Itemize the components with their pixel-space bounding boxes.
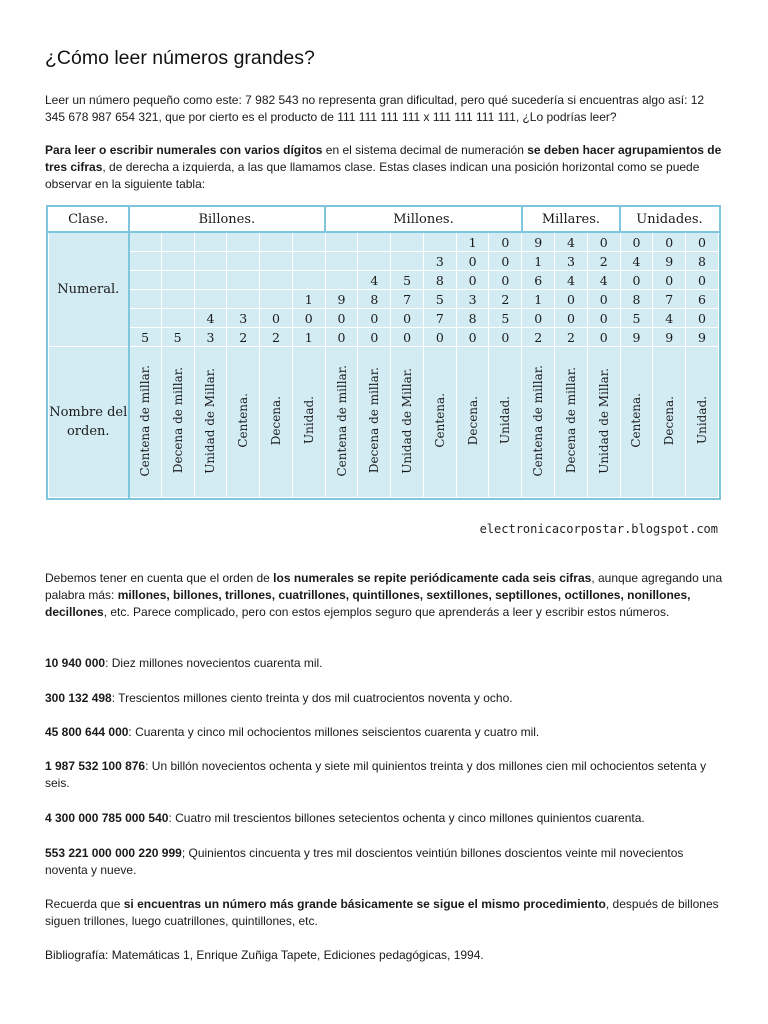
bold-text: si encuentras un número más grande básicamente se sigue el mismo procedimiento	[123, 897, 606, 911]
digit-cell	[358, 232, 391, 252]
digit-cell	[292, 232, 325, 252]
digit-cell: 8	[686, 252, 719, 271]
digit-cell: 0	[358, 328, 391, 347]
reminder-paragraph	[45, 896, 725, 930]
digit-cell	[161, 232, 194, 252]
digit-cell: 0	[653, 232, 686, 252]
digit-cell: 1	[292, 290, 325, 309]
example-item	[45, 655, 725, 672]
digit-cell: 0	[358, 309, 391, 328]
intro-paragraph: Leer un número pequeño como este: 7 982 543 no representa gran dificultad, pero qué sucedería si encuentras algo así: 12 345 678 987 654 321, que por cierto es el producto de 111 111 111 111 x 111 111 111 111, ¿Lo podrías leer?	[45, 93, 705, 124]
plain-text: , de derecha a izquierda, a las que llamamos clase. Estas clases indican una posición horizontal como se puede observar en la siguiente tabla:	[45, 160, 700, 191]
example-item	[45, 758, 725, 792]
digit-cell	[161, 271, 194, 290]
order-name-cell	[456, 347, 489, 498]
digit-cell	[292, 271, 325, 290]
order-name: Unidad de Millar.	[596, 367, 611, 474]
digit-cell: 6	[522, 271, 555, 290]
digit-cell: 0	[653, 271, 686, 290]
class-header-row	[49, 208, 719, 233]
digit-cell: 2	[489, 290, 522, 309]
order-name-cell	[555, 347, 588, 498]
watermark: electronicacorpostar.blogspot.com	[479, 522, 718, 536]
numeral-row	[49, 252, 719, 271]
digit-cell: 8	[456, 309, 489, 328]
order-name: Decena de millar.	[367, 367, 382, 474]
example-item	[45, 724, 725, 741]
numeral-table	[48, 207, 719, 498]
example-reading: : Trescientos millones ciento treinta y dos mil cuatrocientos noventa y ocho.	[111, 691, 513, 705]
digit-cell: 8	[423, 271, 456, 290]
order-name: Centena de millar.	[334, 364, 349, 477]
digit-cell: 3	[555, 252, 588, 271]
digit-cell: 4	[358, 271, 391, 290]
digit-cell: 0	[587, 328, 620, 347]
example-item	[45, 845, 725, 879]
bold-text: los numerales se repite periódicamente cada seis cifras	[273, 571, 592, 585]
digit-cell: 1	[522, 252, 555, 271]
digit-cell	[227, 271, 260, 290]
order-name-cell	[423, 347, 456, 498]
numeral-row	[49, 271, 719, 290]
digit-cell	[161, 309, 194, 328]
order-name-cell	[227, 347, 260, 498]
digit-cell: 2	[555, 328, 588, 347]
digit-cell: 1	[522, 290, 555, 309]
order-name: Unidad.	[301, 396, 316, 445]
digit-cell: 0	[391, 309, 424, 328]
digit-cell	[129, 309, 162, 328]
digit-cell: 9	[686, 328, 719, 347]
digit-cell	[260, 232, 293, 252]
digit-cell: 0	[489, 232, 522, 252]
order-name: Unidad de Millar.	[400, 367, 415, 474]
digit-cell: 9	[522, 232, 555, 252]
digit-cell: 3	[194, 328, 227, 347]
digit-cell: 5	[391, 271, 424, 290]
digit-cell	[391, 232, 424, 252]
digit-cell: 0	[489, 252, 522, 271]
example-reading: : Cuarenta y cinco mil ochocientos millones seiscientos cuarenta y cuatro mil.	[128, 725, 540, 739]
order-name-cell	[161, 347, 194, 498]
order-name-cell	[129, 347, 162, 498]
digit-cell: 9	[620, 328, 653, 347]
digit-cell	[325, 232, 358, 252]
digit-cell: 0	[522, 309, 555, 328]
example-number: 10 940 000	[45, 656, 106, 670]
digit-cell: 4	[587, 271, 620, 290]
order-name: Centena.	[432, 393, 447, 448]
digit-cell: 3	[227, 309, 260, 328]
digit-cell: 2	[587, 252, 620, 271]
digit-cell: 8	[620, 290, 653, 309]
order-name-cell	[325, 347, 358, 498]
digit-cell: 0	[456, 252, 489, 271]
digit-cell	[161, 252, 194, 271]
digit-cell: 0	[456, 328, 489, 347]
order-name-cell	[391, 347, 424, 498]
digit-cell	[129, 252, 162, 271]
digit-cell: 7	[653, 290, 686, 309]
order-name: Centena.	[236, 393, 251, 448]
digit-cell: 0	[325, 328, 358, 347]
numeral-row	[49, 328, 719, 347]
digit-cell: 2	[260, 328, 293, 347]
digit-cell	[260, 271, 293, 290]
order-label: Nombre del orden.	[49, 347, 129, 498]
digit-cell: 6	[686, 290, 719, 309]
example-number: 4 300 000 785 000 540	[45, 811, 169, 825]
digit-cell: 9	[653, 252, 686, 271]
digit-cell: 0	[260, 309, 293, 328]
digit-cell	[292, 252, 325, 271]
digit-cell: 0	[456, 271, 489, 290]
digit-cell	[260, 252, 293, 271]
page-title: ¿Cómo leer números grandes?	[45, 47, 315, 69]
digit-cell	[194, 271, 227, 290]
digit-cell: 4	[620, 252, 653, 271]
class-header-cell: Billones.	[129, 208, 326, 233]
numeral-label: Numeral.	[49, 232, 129, 347]
digit-cell: 0	[587, 309, 620, 328]
plain-text: , etc. Parece complicado, pero con estos ejemplos seguro que aprenderás a leer y escribir estos números.	[103, 605, 670, 619]
example-number: 300 132 498	[45, 691, 112, 705]
digit-cell	[129, 271, 162, 290]
plain-text: en el sistema decimal de numeración	[322, 143, 528, 157]
order-name: Centena de millar.	[138, 364, 153, 477]
digit-cell: 7	[391, 290, 424, 309]
digit-cell	[194, 252, 227, 271]
digit-cell: 0	[620, 232, 653, 252]
digit-cell	[260, 290, 293, 309]
digit-cell: 5	[129, 328, 162, 347]
digit-cell	[325, 252, 358, 271]
digit-cell	[325, 271, 358, 290]
bold-text: se deben hacer agrupamientos de tres cifras	[45, 143, 722, 174]
digit-cell: 0	[587, 232, 620, 252]
order-name-cell	[260, 347, 293, 498]
digit-cell	[358, 252, 391, 271]
bibliography: Bibliografía: Matemáticas 1, Enrique Zuñiga Tapete, Ediciones pedagógicas, 1994.	[45, 948, 484, 962]
class-header-cell: Unidades.	[620, 208, 718, 233]
order-name: Unidad de Millar.	[203, 367, 218, 474]
order-name-cell	[358, 347, 391, 498]
numeral-row	[49, 232, 719, 252]
example-item	[45, 690, 725, 707]
digit-cell	[227, 290, 260, 309]
explanation-paragraph	[45, 142, 725, 193]
example-reading: : Diez millones novecientos cuarenta mil.	[105, 656, 323, 670]
digit-cell: 0	[325, 309, 358, 328]
digit-cell	[423, 232, 456, 252]
order-name: Decena de millar.	[563, 367, 578, 474]
digit-cell	[161, 290, 194, 309]
digit-cell: 1	[456, 232, 489, 252]
clase-header: Clase.	[49, 208, 129, 233]
digit-cell	[194, 232, 227, 252]
plain-text: Recuerda que	[45, 897, 124, 911]
order-name-cell	[686, 347, 719, 498]
order-name: Unidad.	[498, 396, 513, 445]
digit-cell: 5	[489, 309, 522, 328]
order-name: Decena de millar.	[170, 367, 185, 474]
digit-cell	[194, 290, 227, 309]
digit-cell: 3	[456, 290, 489, 309]
digit-cell: 4	[555, 271, 588, 290]
order-name: Decena.	[662, 395, 677, 446]
digit-cell: 0	[489, 271, 522, 290]
digit-cell: 5	[423, 290, 456, 309]
digit-cell: 4	[555, 232, 588, 252]
digit-cell: 9	[325, 290, 358, 309]
digit-cell: 0	[686, 271, 719, 290]
bold-text: millones, billones, trillones, cuatrillones, quintillones, sextillones, septillones, octillones, nonillones, decillones	[45, 588, 691, 619]
digit-cell: 9	[653, 328, 686, 347]
order-row	[49, 347, 719, 498]
order-name: Decena.	[268, 395, 283, 446]
digit-cell: 0	[686, 232, 719, 252]
bold-text: Para leer o escribir numerales con varios dígitos	[45, 143, 323, 157]
example-item	[45, 810, 725, 827]
digit-cell	[129, 232, 162, 252]
example-number: 1 987 532 100 876	[45, 759, 146, 773]
order-name-cell	[620, 347, 653, 498]
digit-cell: 3	[423, 252, 456, 271]
digit-cell: 0	[391, 328, 424, 347]
numeral-row	[49, 290, 719, 309]
digit-cell: 0	[587, 290, 620, 309]
digit-cell: 5	[620, 309, 653, 328]
digit-cell	[391, 252, 424, 271]
digit-cell: 2	[522, 328, 555, 347]
digit-cell: 0	[489, 328, 522, 347]
digit-cell: 4	[653, 309, 686, 328]
digit-cell: 0	[423, 328, 456, 347]
digit-cell: 2	[227, 328, 260, 347]
digit-cell: 8	[358, 290, 391, 309]
digit-cell: 5	[161, 328, 194, 347]
order-name-cell	[522, 347, 555, 498]
order-name-cell	[292, 347, 325, 498]
digit-cell: 4	[194, 309, 227, 328]
class-header-cell: Millones.	[325, 208, 522, 233]
plain-text: , después de billones siguen trillones, luego cuatrillones, quintillones, etc.	[45, 897, 719, 928]
order-name: Centena.	[629, 393, 644, 448]
order-name-cell	[587, 347, 620, 498]
plain-text: Debemos tener en cuenta que el orden de	[45, 571, 274, 585]
class-header-cell: Millares.	[522, 208, 620, 233]
example-number: 45 800 644 000	[45, 725, 129, 739]
order-name-cell	[489, 347, 522, 498]
example-reading: : Cuatro mil trescientos billones setecientos ochenta y cinco millones quinientos cuarenta.	[168, 811, 645, 825]
order-name-cell	[653, 347, 686, 498]
order-name: Unidad.	[695, 396, 710, 445]
order-name: Centena de millar.	[531, 364, 546, 477]
example-reading: ; Quinientos cincuenta y tres mil doscientos veintiún billones doscientos veinte mil novecientos noventa y nueve.	[45, 846, 684, 877]
digit-cell	[227, 232, 260, 252]
example-reading: : Un billón novecientos ochenta y siete mil quinientos treinta y dos millones cien mil ochocientos setenta y seis.	[45, 759, 707, 790]
digit-cell: 7	[423, 309, 456, 328]
digit-cell: 0	[686, 309, 719, 328]
digit-cell: 0	[292, 309, 325, 328]
plain-text: , aunque agregando una palabra más:	[45, 571, 723, 602]
example-number: 553 221 000 000 220 999	[45, 846, 182, 860]
order-paragraph	[45, 570, 725, 621]
numeral-row	[49, 309, 719, 328]
digit-cell: 0	[555, 290, 588, 309]
digit-cell	[129, 290, 162, 309]
numeral-table-figure	[48, 207, 718, 536]
order-name-cell	[194, 347, 227, 498]
digit-cell: 0	[620, 271, 653, 290]
digit-cell: 1	[292, 328, 325, 347]
order-name: Decena.	[465, 395, 480, 446]
digit-cell	[227, 252, 260, 271]
digit-cell: 0	[555, 309, 588, 328]
